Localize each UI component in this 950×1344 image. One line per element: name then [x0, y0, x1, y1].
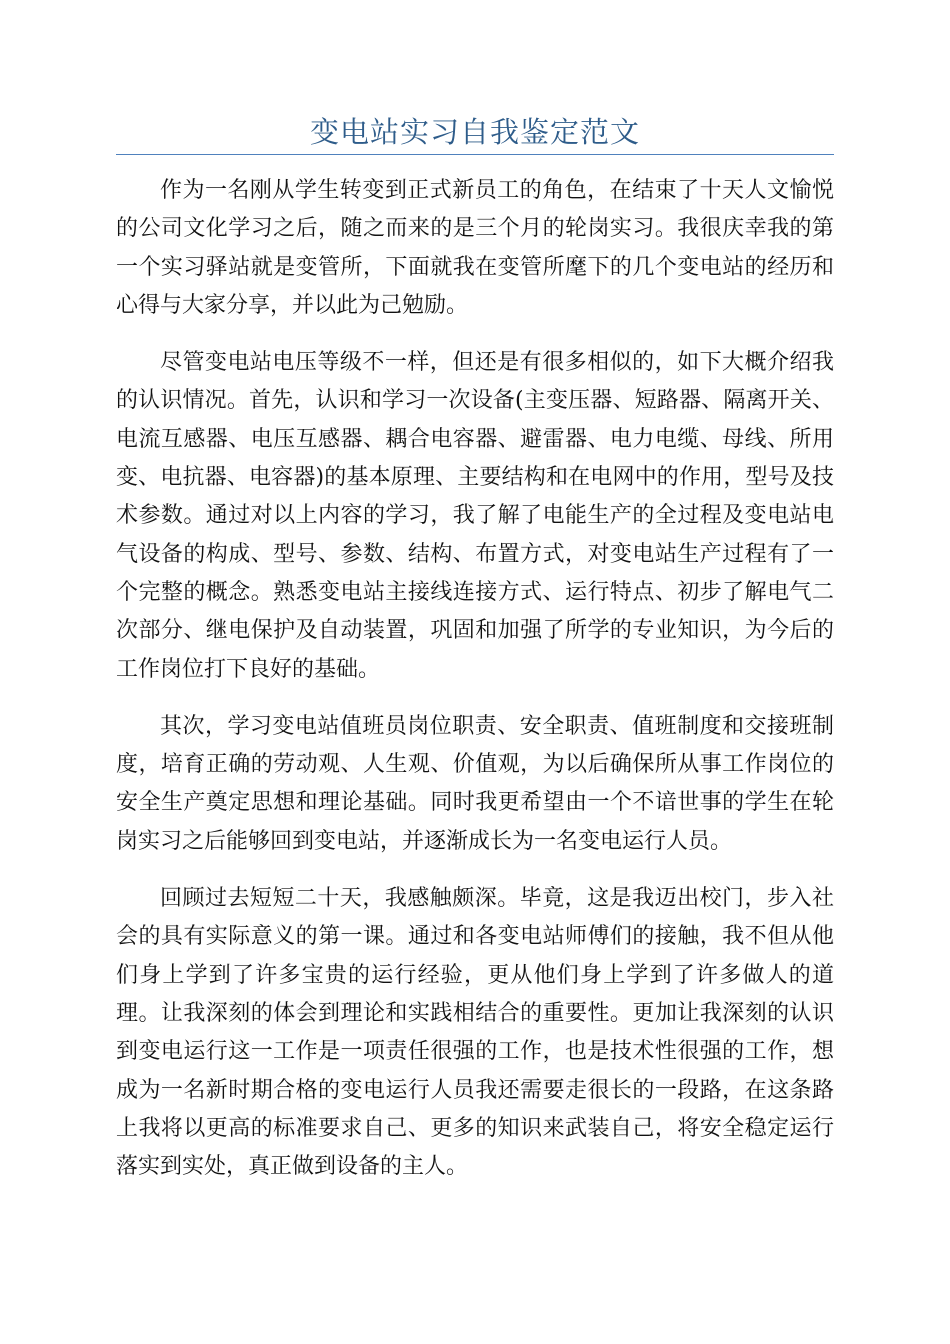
document-title: 变电站实习自我鉴定范文	[309, 115, 640, 149]
paragraph-equipment-learning: 尽管变电站电压等级不一样，但还是有很多相似的，如下大概介绍我的认识情况。首先，认识和学习一次设备(主变压器、短路器、隔离开关、电流互感器、电压互感器、耦合电容器、避雷器、电力电缆、母线、所用变、电抗器、电容器)的基本原理、主要结构和在电网中的作用，型号及技术参数。通过对以上内容的学习，我了解了电能生产的全过程及变电站电气设备的构成、型号、参数、结构、布置方式，对变电站生产过程有了一个完整的概念。熟悉变电站主接线连接方式、运行特点、初步了解电气二次部分、继电保护及自动装置，巩固和加强了所学的专业知识，为今后的工作岗位打下良好的基础。	[116, 350, 834, 682]
title-underline-rule	[116, 154, 834, 155]
document-body	[116, 172, 834, 1205]
paragraph-duties-learning: 其次，学习变电站值班员岗位职责、安全职责、值班制度和交接班制度，培育正确的劳动观、人生观、价值观，为以后确保所从事工作岗位的安全生产奠定思想和理论基础。同时我更希望由一个不谙世事的学生在轮岗实习之后能够回到变电站，并逐渐成长为一名变电运行人员。	[116, 713, 834, 854]
paragraph-reflection: 回顾过去短短二十天，我感触颇深。毕竟，这是我迈出校门，步入社会的具有实际意义的第一课。通过和各变电站师傅们的接触，我不但从他们身上学到了许多宝贵的运行经验，更从他们身上学到了许多做人的道理。让我深刻的体会到理论和实践相结合的重要性。更加让我深刻的认识到变电运行这一工作是一项责任很强的工作，也是技术性很强的工作，想成为一名新时期合格的变电运行人员我还需要走很长的一段路，在这条路上我将以更高的标准要求自己、更多的知识来武装自己，将安全稳定运行落实到实处，真正做到设备的主人。	[116, 886, 834, 1180]
paragraph-intro: 作为一名刚从学生转变到正式新员工的角色，在结束了十天人文愉悦的公司文化学习之后，随之而来的是三个月的轮岗实习。我很庆幸我的第一个实习驿站就是变管所，下面就我在变管所麾下的几个变电站的经历和心得与大家分享，并以此为己勉励。	[116, 178, 834, 318]
